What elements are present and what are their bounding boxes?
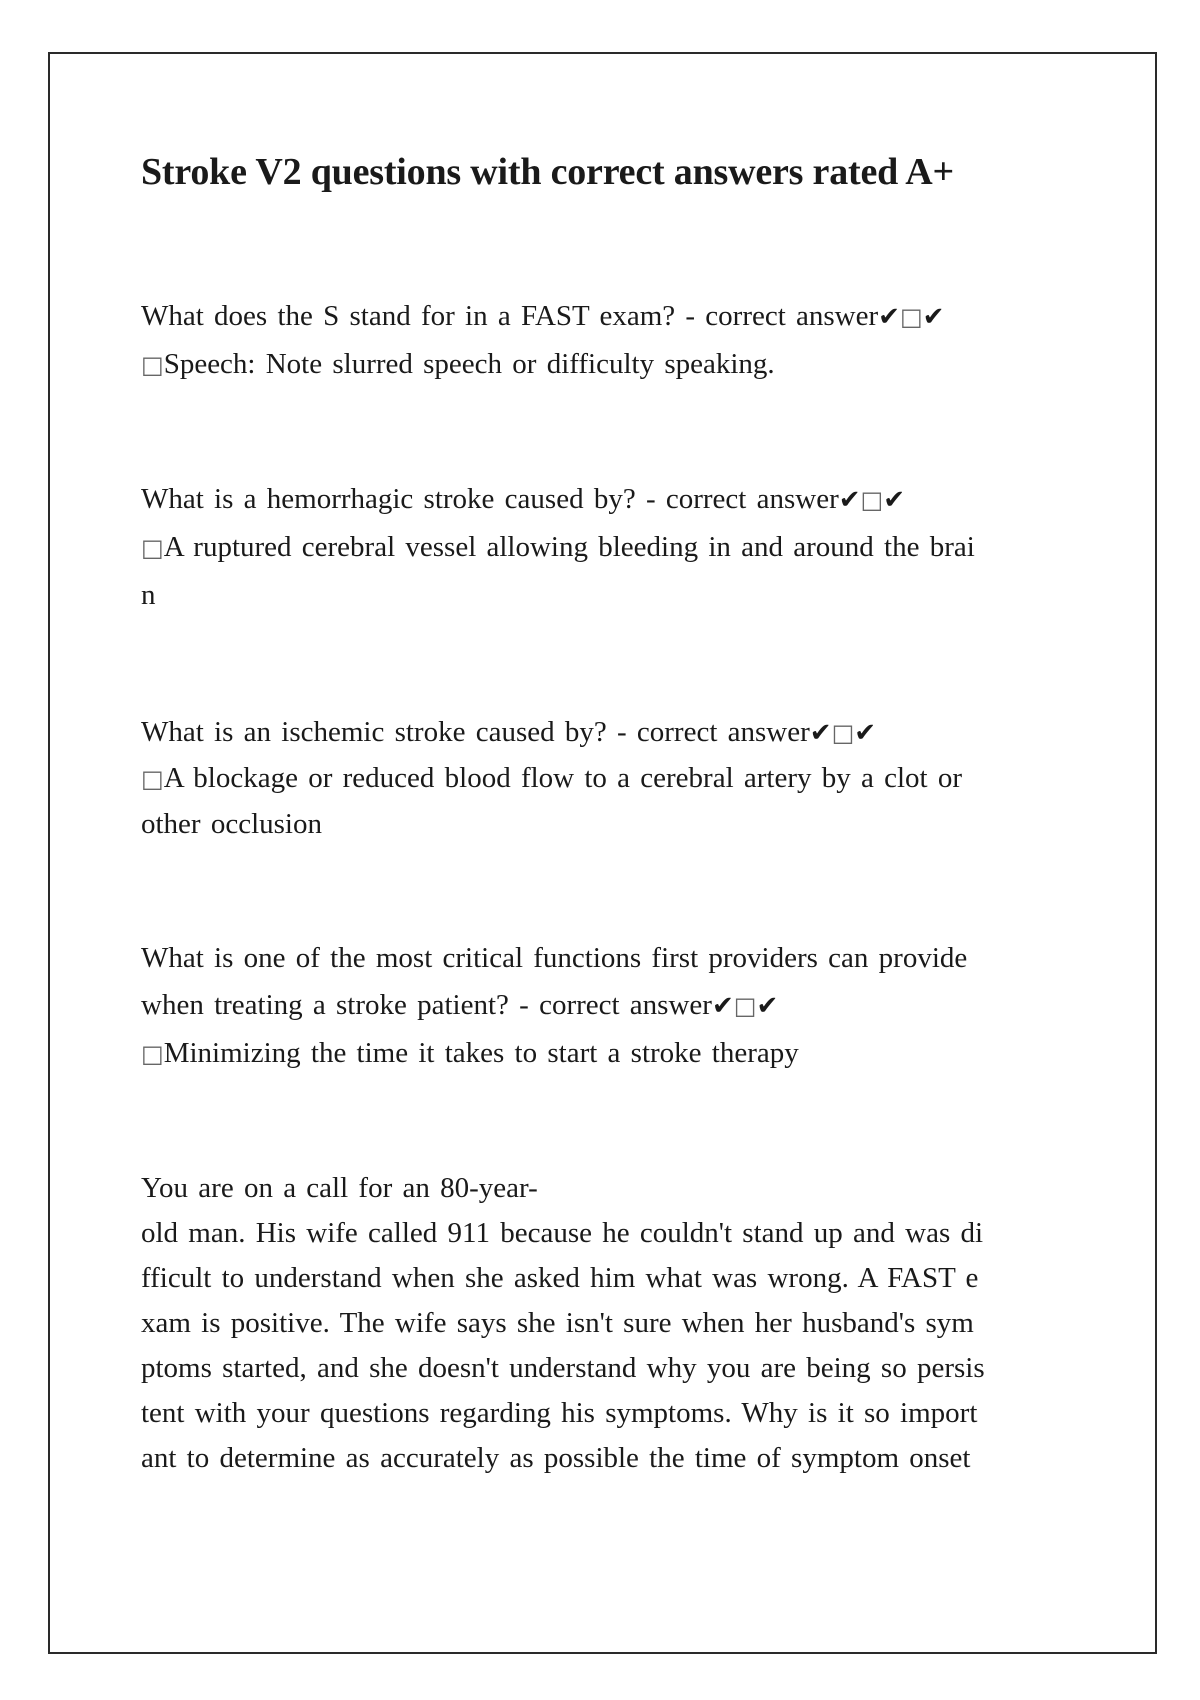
missing-glyph-icon: □: [860, 485, 884, 514]
question-line: old man. His wife called 911 because he couldn't stand up and was di: [141, 1216, 984, 1249]
missing-glyph-icon: □: [141, 350, 164, 379]
missing-glyph-icon: □: [141, 764, 164, 793]
missing-glyph-icon: □: [733, 991, 757, 1020]
qa-item: [141, 476, 1061, 619]
qa-item: [141, 710, 1061, 847]
document-title: Stroke V2 questions with correct answers rated A+: [141, 151, 954, 193]
checkmark-icon: ✔: [838, 484, 861, 515]
question-text: What is an ischemic stroke caused by? - correct answer: [141, 715, 810, 748]
answer-text: A blockage or reduced blood flow to a cerebral artery by a clot or: [163, 761, 963, 794]
checkmark-icon: ✔: [922, 301, 945, 332]
question-text: What does the S stand for in a FAST exam? - correct answer: [141, 299, 879, 332]
question-line: ant to determine as accurately as possible the time of symptom onset: [141, 1441, 971, 1474]
missing-glyph-icon: □: [899, 302, 923, 331]
question-line: You are on a call for an 80-year-: [141, 1171, 538, 1204]
qa-item: [141, 935, 1061, 1078]
missing-glyph-icon: □: [831, 718, 855, 747]
answer-text: A ruptured cerebral vessel allowing bleeding in and around the brai: [163, 530, 975, 563]
checkmark-icon: ✔: [878, 301, 900, 332]
checkmark-icon: ✔: [711, 990, 734, 1021]
question-line: tent with your questions regarding his symptoms. Why is it so import: [141, 1396, 978, 1429]
question-line: xam is positive. The wife says she isn't sure when her husband's sym: [141, 1306, 974, 1339]
question-line: fficult to understand when she asked him what was wrong. A FAST e: [141, 1261, 979, 1294]
checkmark-icon: ✔: [854, 717, 877, 748]
answer-text-continued: n: [141, 578, 156, 611]
qa-item: [141, 293, 1061, 389]
missing-glyph-icon: □: [141, 533, 164, 562]
qa-item: [141, 1166, 1061, 1481]
question-text-continued: when treating a stroke patient? - correct answer: [141, 988, 712, 1021]
document-body: [141, 150, 1061, 1481]
missing-glyph-icon: □: [141, 1039, 164, 1068]
question-line: ptoms started, and she doesn't understand why you are being so persis: [141, 1351, 985, 1384]
question-text: What is one of the most critical functions first providers can provide: [141, 941, 968, 974]
question-text: What is a hemorrhagic stroke caused by? - correct answer: [141, 482, 839, 515]
answer-text: Minimizing the time it takes to start a stroke therapy: [163, 1036, 799, 1069]
answer-text-continued: other occlusion: [141, 807, 322, 840]
checkmark-icon: ✔: [756, 990, 779, 1021]
checkmark-icon: ✔: [809, 717, 832, 748]
answer-text: Speech: Note slurred speech or difficulty speaking.: [163, 347, 775, 380]
checkmark-icon: ✔: [883, 484, 906, 515]
